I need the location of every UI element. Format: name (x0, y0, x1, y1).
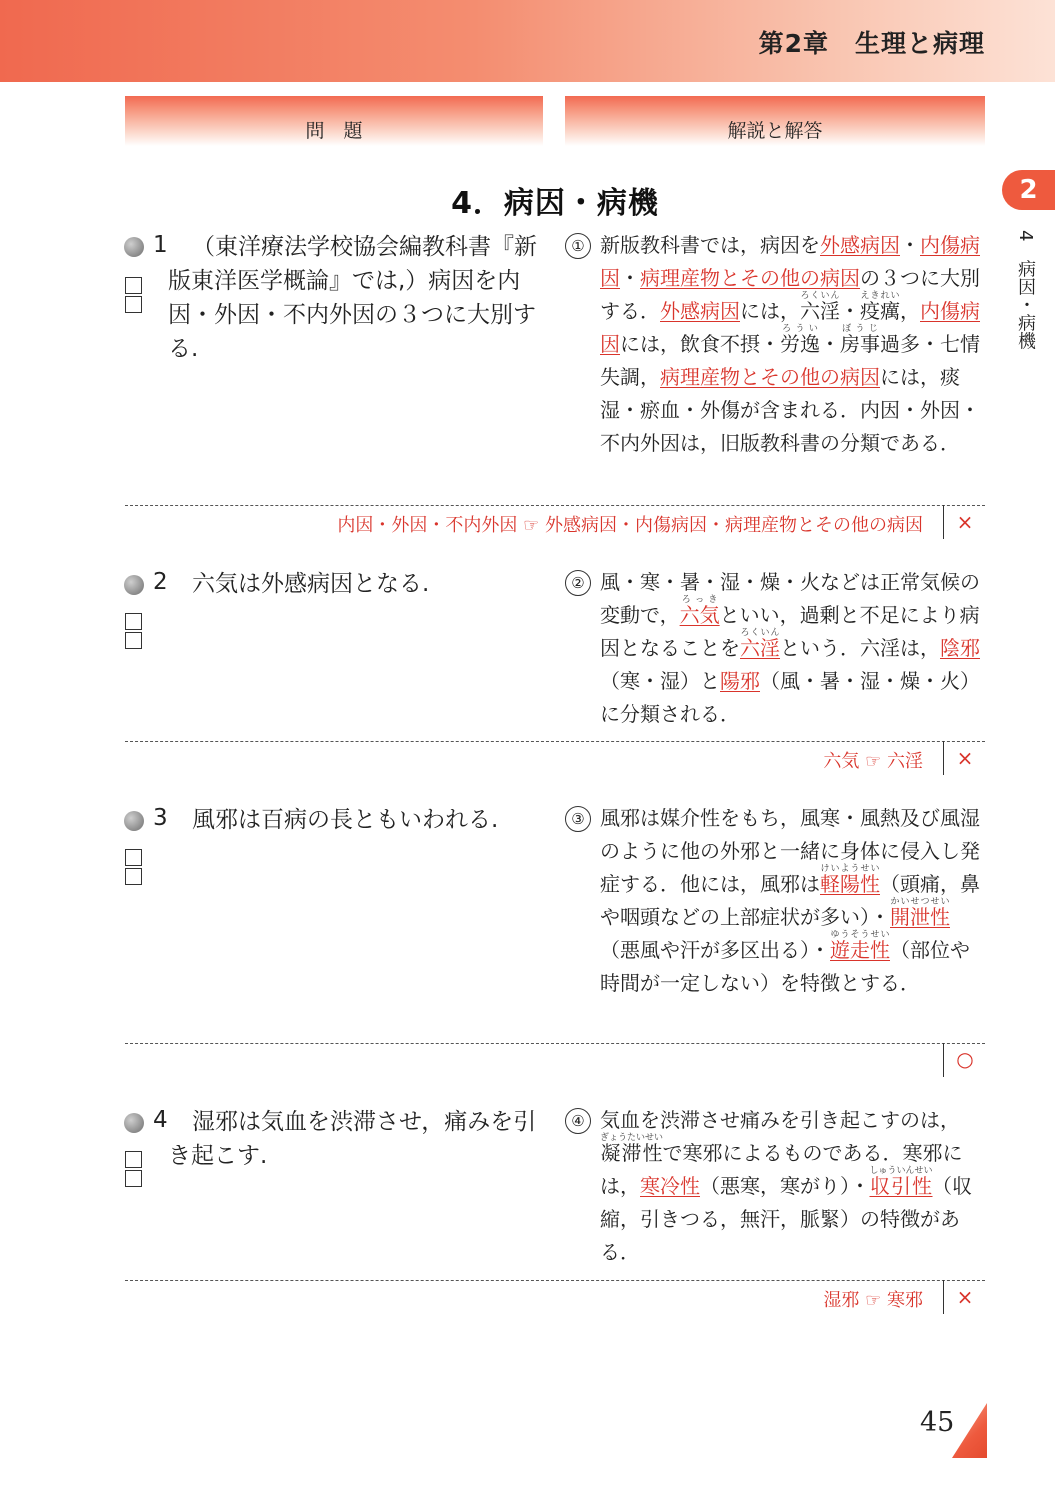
answer-text: 気血を渋滞させ痛みを引き起こすのは，凝滞性ぎょうたいせいで寒邪によるものである．寒邪には，寒冷性（悪寒，寒がり）・収引性しゅういんせい（収縮，引きつる，無汗，脈緊）の特徴がある． (600, 1108, 973, 1264)
check-box[interactable] (125, 849, 142, 866)
question-number: 2 (153, 569, 168, 595)
answer-text: 風邪は媒介性をもち，風寒・風熱及び風湿のように他の外邪と一緒に身体に侵入し発症する．他には，風邪は軽陽性けいようせい（頭痛，鼻や咽頭などの上部症状が多い）・開泄性かいせつせい（悪風や汗が多区出る）・遊走性ゆうそうせい（部位や時間が一定しない）を特徴とする． (600, 806, 980, 995)
bullet-icon (124, 575, 144, 595)
check-box[interactable] (125, 1170, 142, 1187)
verdict-separator (943, 505, 944, 539)
chapter-title: 第2章 生理と病理 (758, 29, 985, 58)
column-label-questions: 問 題 (305, 120, 363, 142)
verdict-mark: × (956, 1285, 974, 1309)
chapter-tab: 2 (1002, 170, 1055, 210)
bullet-icon (124, 811, 144, 831)
answer-text: 新版教科書では，病因を外感病因・内傷病因・病理産物とその他の病因の３つに大別する．外感病因には，六淫ろくいん・疫癘えきれい，内傷病因には，飲食不摂・労逸ろうい・房事ぼうじ過多・七情失調，病理産物とその他の病因には，痰湿・瘀血・外傷が含まれる．内因・外因・不内外因は，旧版教科書の分類である． (600, 233, 980, 455)
page-corner-decoration (952, 1403, 987, 1458)
check-box[interactable] (125, 868, 142, 885)
answer-number: ④ (565, 1108, 591, 1134)
question-text: 風邪は百病の長ともいわれる. (192, 807, 499, 833)
column-header-answers (565, 96, 985, 146)
question-text: 湿邪は気血を渋滞させ，痛みを引き起こす. (168, 1109, 537, 1169)
answer-number: ② (565, 570, 591, 596)
side-section-label: 4 病因・病機 (1015, 230, 1036, 350)
check-box[interactable] (125, 1151, 142, 1168)
divider (125, 741, 985, 742)
answer-number: ① (565, 233, 591, 259)
answer-text: 風・寒・暑・湿・燥・火などは正常気候の変動で，六気ろっきといい，過剰と不足により病因となることを六淫ろくいんという．六淫は，陰邪（寒・湿）と陽邪（風・暑・湿・燥・火）に分類される． (600, 570, 980, 726)
divider (125, 1280, 985, 1281)
check-box[interactable] (125, 632, 142, 649)
check-box[interactable] (125, 277, 142, 294)
column-header-questions (125, 96, 543, 146)
question-text: 六気は外感病因となる. (192, 571, 430, 597)
bullet-icon (124, 1113, 144, 1133)
bullet-icon (124, 237, 144, 257)
verdict-separator (943, 1043, 944, 1077)
answer-number: ③ (565, 806, 591, 832)
section-title: 4．病因・病機 (451, 186, 659, 221)
check-box[interactable] (125, 296, 142, 313)
column-label-answers: 解説と解答 (727, 120, 823, 142)
verdict-mark: × (956, 746, 974, 770)
question-number: 3 (153, 805, 168, 831)
divider (125, 1043, 985, 1044)
correction-note: 湿邪 ☞ 寒邪 (823, 1290, 923, 1311)
question-number: 1 (153, 232, 168, 258)
verdict-separator (943, 741, 944, 775)
divider (125, 505, 985, 506)
verdict-mark: ○ (956, 1047, 974, 1071)
correction-note: 内因・外因・不内外因 ☞ 外感病因・内傷病因・病理産物とその他の病因 (337, 515, 923, 536)
question-text: （東洋療法学校協会編教科書『新版東洋医学概論』では,）病因を内因・外因・不内外因の３つに大別する. (168, 234, 537, 362)
correction-note: 六気 ☞ 六淫 (823, 751, 923, 772)
question-number: 4 (153, 1107, 168, 1133)
check-box[interactable] (125, 613, 142, 630)
verdict-mark: × (956, 510, 974, 534)
page-number: 45 (920, 1407, 955, 1438)
verdict-separator (943, 1280, 944, 1314)
